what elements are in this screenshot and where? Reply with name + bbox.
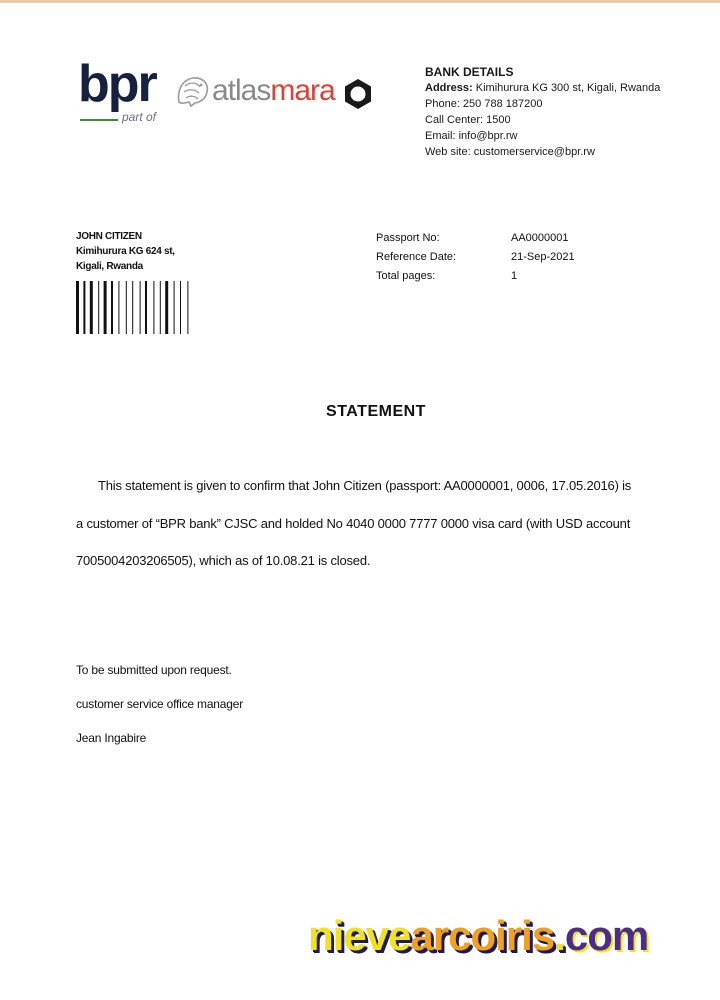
- barcode-bar: [132, 281, 133, 334]
- meta-value: AA0000001: [511, 232, 569, 244]
- barcode-bar: [104, 281, 107, 334]
- barcode-bar: [160, 281, 161, 334]
- meta-row-reference-date: [376, 248, 606, 267]
- atlasmara-logo-text: atlasmara: [212, 74, 335, 107]
- top-rule: [0, 0, 720, 3]
- meta-value: 21-Sep-2021: [511, 251, 575, 263]
- addressee-name: JOHN CITIZEN: [76, 231, 142, 242]
- footer-submission-note: To be submitted upon request.: [76, 663, 232, 677]
- addressee-city: Kigali, Rwanda: [76, 261, 143, 272]
- barcode-bar: [76, 281, 79, 334]
- bank-details-heading: BANK DETAILS: [425, 65, 514, 79]
- barcode-bar: [140, 281, 141, 334]
- barcode-bar: [174, 281, 175, 334]
- statement-line-1: This statement is given to confirm that John Citizen (passport: AA0000001, 0006, 17.05.2016) is: [98, 478, 632, 493]
- footer-signatory-title: customer service office manager: [76, 697, 243, 711]
- barcode-bar: [111, 281, 113, 334]
- statement-line-2: a customer of “BPR bank” CJSC and holded No 4040 0000 7777 0000 visa card (with USD account: [76, 516, 631, 531]
- addressee-street: Kimihurura KG 624 st,: [76, 246, 175, 257]
- meta-row-passport: [376, 229, 606, 248]
- barcode-bar: [153, 281, 154, 334]
- bank-phone: Phone: 250 788 187200: [425, 98, 543, 110]
- footer-signatory-name: Jean Ingabire: [76, 731, 147, 745]
- barcode-bar: [90, 281, 93, 334]
- bank-email: Email: info@bpr.rw: [425, 130, 518, 142]
- lion-icon: [173, 72, 213, 108]
- barcode-bar: [118, 281, 119, 334]
- barcode-bar: [180, 281, 181, 334]
- meta-label: Passport No:: [376, 232, 440, 244]
- meta-label: Reference Date:: [376, 251, 457, 263]
- meta-value: 1: [511, 270, 518, 282]
- meta-row-total-pages: [376, 267, 606, 286]
- barcode-bar: [165, 281, 168, 334]
- statement-line-3: 7005004203206505), which as of 10.08.21 is closed.: [76, 553, 371, 568]
- barcode-bar: [98, 281, 99, 334]
- bpr-logo-text: bpr: [78, 55, 156, 113]
- watermark: nievearcoiris.com: [308, 912, 649, 959]
- part-of-text: part of: [122, 110, 157, 124]
- atlasmara-ring-icon: [341, 77, 375, 111]
- barcode-bar: [83, 281, 85, 334]
- bank-address: Address: Kimihurura KG 300 st, Kigali, Rwanda: [425, 82, 661, 94]
- meta-label: Total pages:: [376, 270, 436, 282]
- barcode-bar: [187, 281, 188, 334]
- barcode-bar: [145, 281, 147, 334]
- bank-call-center: Call Center: 1500: [425, 114, 511, 126]
- document-meta: [376, 229, 606, 286]
- bank-details: [425, 64, 660, 160]
- barcode: [76, 281, 242, 334]
- addressee-block: [76, 229, 175, 274]
- document-title: STATEMENT: [326, 403, 426, 420]
- bank-website: Web site: customerservice@bpr.rw: [425, 146, 595, 158]
- barcode-bar: [126, 281, 127, 334]
- bank-logo: [78, 55, 378, 130]
- logo-underline: [80, 119, 118, 121]
